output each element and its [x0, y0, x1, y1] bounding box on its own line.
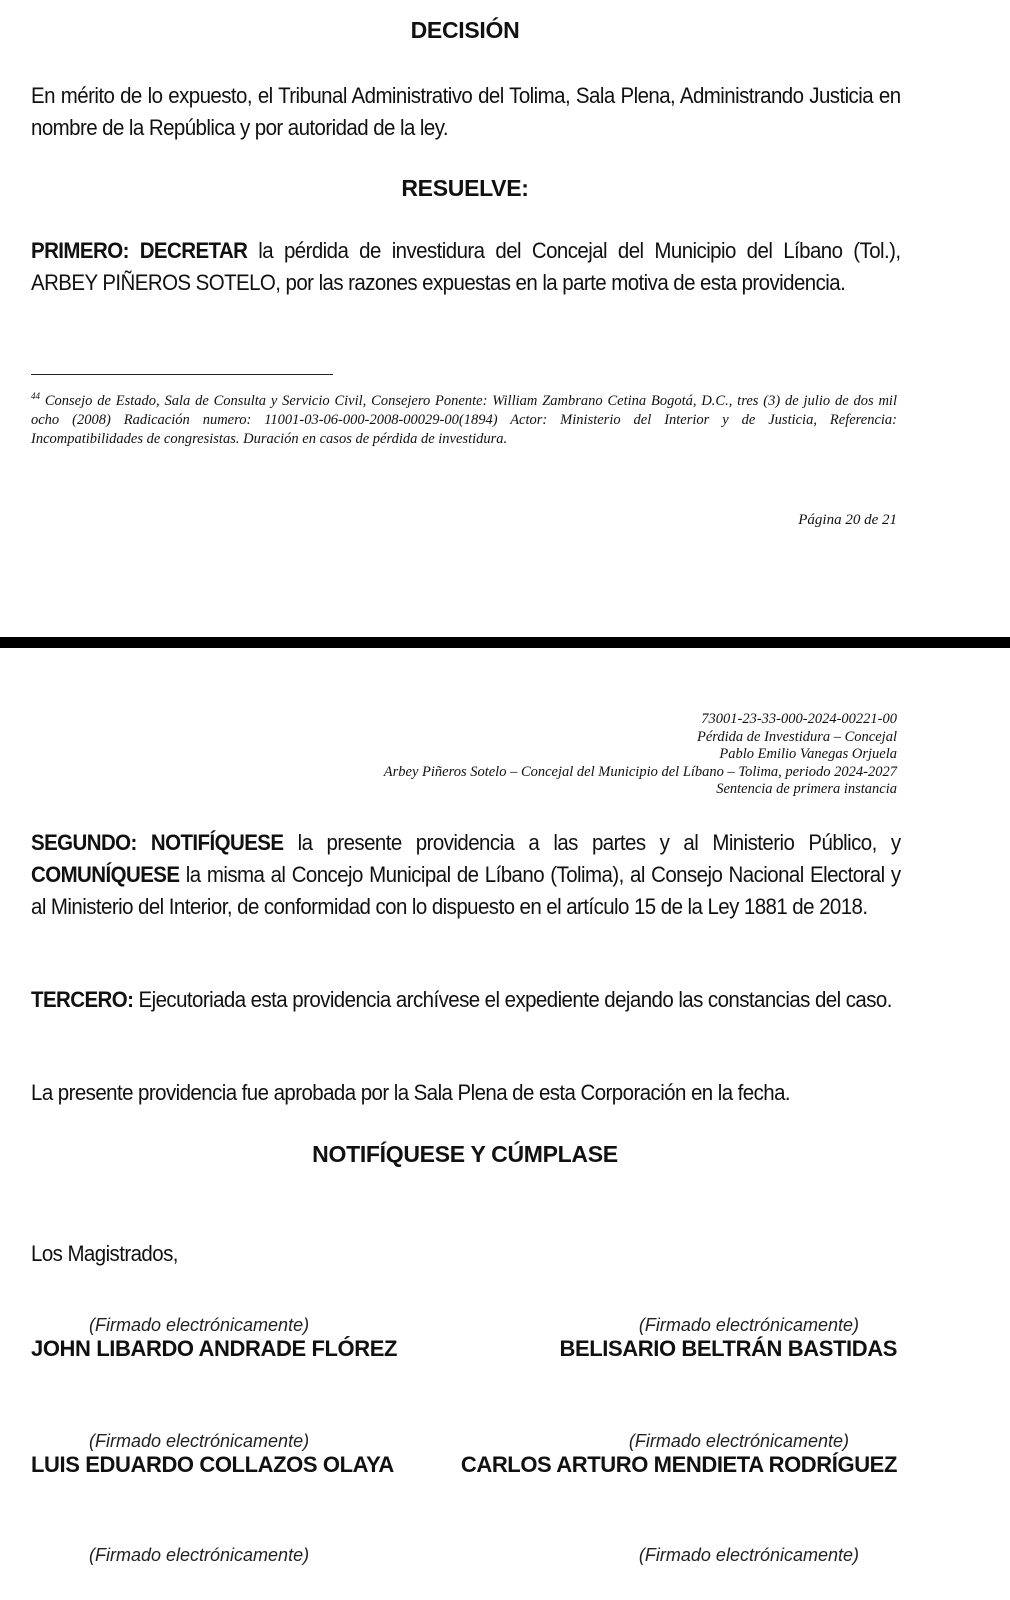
tercero-paragraph: [31, 984, 901, 1016]
signature-note: (Firmado electrónicamente): [638, 1545, 859, 1565]
magistrate-name: LUIS EDUARDO COLLAZOS OLAYA: [31, 1452, 394, 1477]
case-parties: Arbey Piñeros Sotelo – Concejal del Municipio del Líbano – Tolima, periodo 2024-2027: [383, 763, 897, 780]
comuniquese-label: COMUNÍQUESE: [31, 862, 180, 887]
signature-block-1: [31, 1315, 451, 1362]
aprobada-paragraph: La presente providencia fue aprobada por la Sala Plena de esta Corporación en la fecha.: [31, 1080, 791, 1105]
intro-paragraph: En mérito de lo expuesto, el Tribunal Administrativo del Tolima, Sala Plena, Administrando Justicia en nombre de la República y por autoridad de la ley.: [31, 83, 901, 140]
signature-note: (Firmado electrónicamente): [638, 1315, 859, 1335]
primero-paragraph: [31, 235, 901, 299]
segundo-paragraph: [31, 827, 901, 923]
notifiquese-heading: NOTIFÍQUESE Y CÚMPLASE: [312, 1141, 618, 1167]
signature-block-2: [497, 1315, 897, 1362]
signature-note: (Firmado electrónicamente): [89, 1545, 310, 1565]
decision-title: DECISIÓN: [410, 17, 520, 43]
footnote: [31, 387, 897, 449]
signature-block-4: [457, 1431, 897, 1478]
primero-label: PRIMERO: DECRETAR: [31, 238, 248, 263]
case-header: [200, 711, 897, 799]
tercero-text: Ejecutoriada esta providencia archívese el expediente dejando las constancias del caso.: [133, 987, 892, 1012]
signature-block-3: [31, 1431, 451, 1478]
case-instance: Sentencia de primera instancia: [716, 781, 897, 797]
footnote-separator: [31, 374, 333, 375]
signature-block-6: [497, 1545, 897, 1566]
segundo-text-2: la misma al Concejo Municipal de Líbano (Tolima), al Consejo Nacional Electoral y al Ministerio del Interior, de conformidad con lo dispuesto en el artículo 15 de la Ley 1881 de 2018.: [31, 862, 901, 919]
signature-block-5: [31, 1545, 451, 1566]
magistrate-name: CARLOS ARTURO MENDIETA RODRÍGUEZ: [460, 1452, 897, 1477]
case-number: 73001-23-33-000-2024-00221-00: [701, 711, 897, 727]
footnote-number: 44: [31, 391, 40, 401]
page-number: Página 20 de 21: [798, 512, 897, 528]
resuelve-heading: RESUELVE:: [401, 175, 529, 201]
primero-text: la pérdida de investidura del Concejal del Municipio del Líbano (Tol.), ARBEY PIÑEROS SOTELO, por las razones expuestas en la parte motiva de esta providencia.: [31, 238, 901, 295]
magistrados-label: Los Magistrados,: [31, 1241, 178, 1266]
magistrate-name: JOHN LIBARDO ANDRADE FLÓREZ: [31, 1336, 398, 1361]
signature-note: (Firmado electrónicamente): [628, 1431, 849, 1451]
signature-note: (Firmado electrónicamente): [89, 1315, 310, 1335]
signature-note: (Firmado electrónicamente): [89, 1431, 310, 1451]
footnote-text: Consejo de Estado, Sala de Consulta y Servicio Civil, Consejero Ponente: William Zambrano Cetina Bogotá, D.C., tres (3) de julio de dos mil ocho (2008) Radicación numero: 11001-03-06-000-2008-00029-00(1894) Actor: Ministerio del Interior y de Justicia, Referencia: Incompatibilidades de congresistas. Duración en casos de pérdida de investidura.: [31, 392, 897, 447]
magistrate-name: BELISARIO BELTRÁN BASTIDAS: [559, 1336, 897, 1361]
page-divider: [0, 637, 1010, 648]
case-type: Pérdida de Investidura – Concejal: [696, 728, 897, 745]
segundo-text-1: la presente providencia a las partes y al Ministerio Público, y: [283, 830, 901, 855]
case-magistrate: Pablo Emilio Vanegas Orjuela: [719, 746, 897, 762]
segundo-label: SEGUNDO: NOTIFÍQUESE: [31, 830, 284, 855]
tercero-label: TERCERO:: [31, 987, 134, 1012]
